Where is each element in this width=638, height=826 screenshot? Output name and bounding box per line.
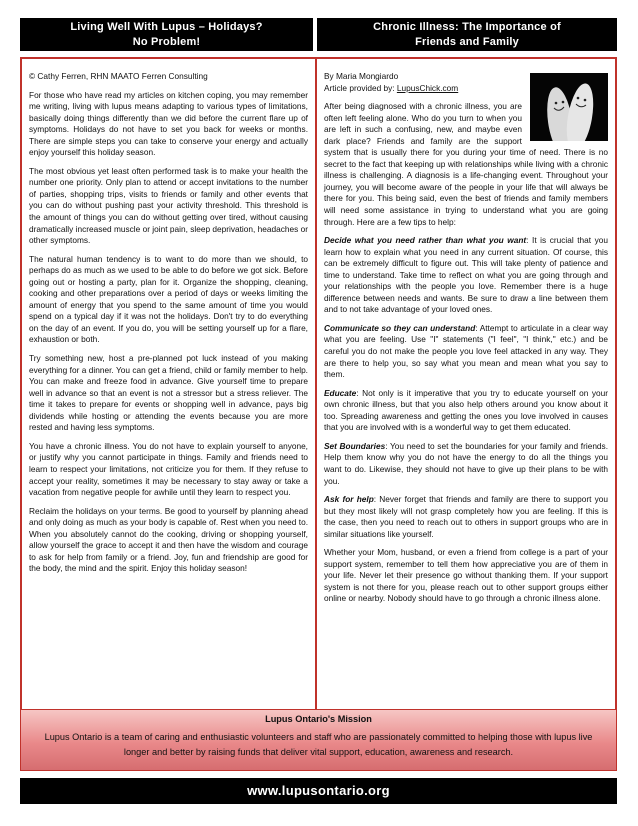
author: By Maria Mongiardo [324, 71, 399, 81]
tip-body: : Never forget that friends and family are there to support you but they most likely will not grasp completely how you are feeling. If this is the case, then you need to reach out to others in support groups who are in similar situations like yourself. [324, 494, 608, 539]
left-article [29, 71, 308, 582]
mission-body: Lupus Ontario is a team of caring and enthusiastic volunteers and staff who are passionately committed to helping those with lupus live longer and better by raising funds that deliver vital support, education, awareness and research. [44, 732, 593, 757]
tip-paragraph [324, 235, 608, 316]
tip-paragraph [324, 388, 608, 434]
left-article-byline: © Cathy Ferren, RHN MAATO Ferren Consulting [29, 71, 208, 81]
articles-box [20, 57, 617, 711]
left-paragraph: The natural human tendency is to want to do more than we should, to perhaps do as much as we used to be able to do before we got sick. Before going out or hosting a party, plan for it. Organize the shopping, cleaning, cooking and other preparations over a period of days or weeks limiting the amount of energy that you spend to the same amount of time you would spend on a typical day if it was not the holidays. Don't try to do everything on the day of an event. If you do, you will be setting yourself up for a flare, exhaustion or both. [29, 253, 308, 345]
left-paragraph: You have a chronic illness. You do not have to explain yourself to anyone, or justify why you cannot participate in things. Family and friends need to learn to respect your limitations, not criticize you for them. If they refuse to accept your reality, sometimes it may be necessary to stay away or take a vacation from negative people for awhile until they learn to respect you. [29, 440, 308, 498]
tip-body: : Not only is it imperative that you try to educate yourself on your own chronic illness, but that you also help others around you know about it too. Spreading awareness and getting the ones you love involved in causes that you are involved with is a wonderful way to get them educated. [324, 387, 608, 433]
tip-lead: Ask for help [324, 494, 374, 505]
tip-body: : You need to set the boundaries for your family and friends. Help them know why you do not have the energy to do all the things you want to do. Likewise, they should not have to give up their plans to be with you. [324, 440, 608, 486]
left-paragraph: The most obvious yet least often performed task is to make your health the number one priority. Only plan to attend or accept invitations to the number of parties, shopping trips, visits to friends or family and other events that you can do without pushing past your activity threshold. This threshold is the amount of things you can do without getting over tired, without causing dramatically increased muscle or joint pain, sleep deprivation, headaches or other symptoms. [29, 165, 308, 246]
mission-banner [20, 709, 617, 771]
right-article [324, 71, 608, 612]
left-paragraph: For those who have read my articles on kitchen coping, you may remember me writing, living with lupus means adapting to various types of limitations, basically doing things differently than we did before the current flare up of symptoms. Holidays do not have to set you back for weeks or months. There are simple steps you can take to conserve your energy and actually enjoy yourself this holiday season. [29, 89, 308, 158]
right-intro: After being diagnosed with a chronic illness, you are often left feeling alone. Who do you turn to when you are left in such a confusing, new, and maybe even dark place? Friends and family are the support system that is usually there for you during your time of need. There is no secret to the fact that keeping up with relationships while living with a chronic illness is challenging. A diagnosis is a life-changing event. Throughout your journey, you will become aware of the people in your life that will always be there for you. This being said, even the best of friends and family members will need some assistance in trying to understand what you are going through. Here are a few tips to help: [324, 101, 608, 227]
lupuschick-link[interactable]: LupusChick.com [396, 82, 459, 93]
right-closing: Whether your Mom, husband, or even a friend from college is a part of your support system, remember to tell them how appreciative you are of them in your life. Never let their presence go without thanking them. If your support system is not there for you, please reach out to other support groups either online or nearby. Nobody should have to go through a chronic illness alone. [324, 547, 608, 604]
tip-body: : It is crucial that you learn how to explain what you need in any current situation. Of course, this can be extremely difficult to figure out. This will take plenty of patience and time to understand. Take time to reflect on what you are going through and your relationships with the people you love. Remember there is a huge difference between needs and wants. Be sure to draw a line between them and to not take advantage of your loved ones. [324, 235, 608, 315]
tip-lead: Decide what you need rather than what you want [324, 235, 527, 246]
smiley-fingers-photo [530, 73, 608, 141]
tip-paragraph [324, 441, 608, 487]
tip-lead: Communicate so they can understand [324, 322, 476, 333]
tip-paragraph [324, 494, 608, 540]
column-divider [315, 59, 317, 709]
right-article-header [317, 18, 617, 51]
left-paragraph: Try something new, host a pre-planned pot luck instead of you making everything for a dinner. You can get a friend, child or family member to help. You can make and freeze food in advance. Give yourself time to prepare well in advance so that an event is not a stressor but a stress reliever. The time it takes to prepare for events or shopping well in advance, pays big dividends while hosting or attending the events because you are more rested and having less symptoms. [29, 353, 308, 433]
mission-title: Lupus Ontario's Mission [265, 714, 372, 724]
right-header-line1: Chronic Illness: The Importance of [373, 20, 561, 33]
tip-lead: Set Boundaries [324, 440, 386, 451]
website-link[interactable]: www.lupusontario.org [247, 783, 390, 798]
provided-by-label: Article provided by: [324, 82, 397, 93]
footer-bar [20, 778, 617, 804]
right-header-line2: Friends and Family [415, 35, 519, 48]
left-article-header [20, 18, 313, 51]
tip-paragraph [324, 323, 608, 381]
left-header-line2: No Problem! [132, 35, 201, 48]
tip-lead: Educate [324, 387, 357, 398]
left-header-line1: Living Well With Lupus – Holidays? [70, 20, 263, 33]
tip-body: : Attempt to articulate in a clear way what you are feeling. Use "I" statements ("I feel", "I think," etc.) and be careful you do not make the people you love feel attacked in any way. They are there to help you, so say what you mean and mean what you say to them. [324, 322, 609, 380]
left-paragraph: Reclaim the holidays on your terms. Be good to yourself by planning ahead and only doing as much as your body is capable of. Rest when you need to. When you absolutely cannot do the cooking, driving or shopping yourself, allow yourself the grace to accept it and then have the wisdom and courage to ask for help from family or a friend. Joy, fun and friendship are good for the body, the mind and the spirit. Enjoy this holiday season! [29, 505, 308, 574]
